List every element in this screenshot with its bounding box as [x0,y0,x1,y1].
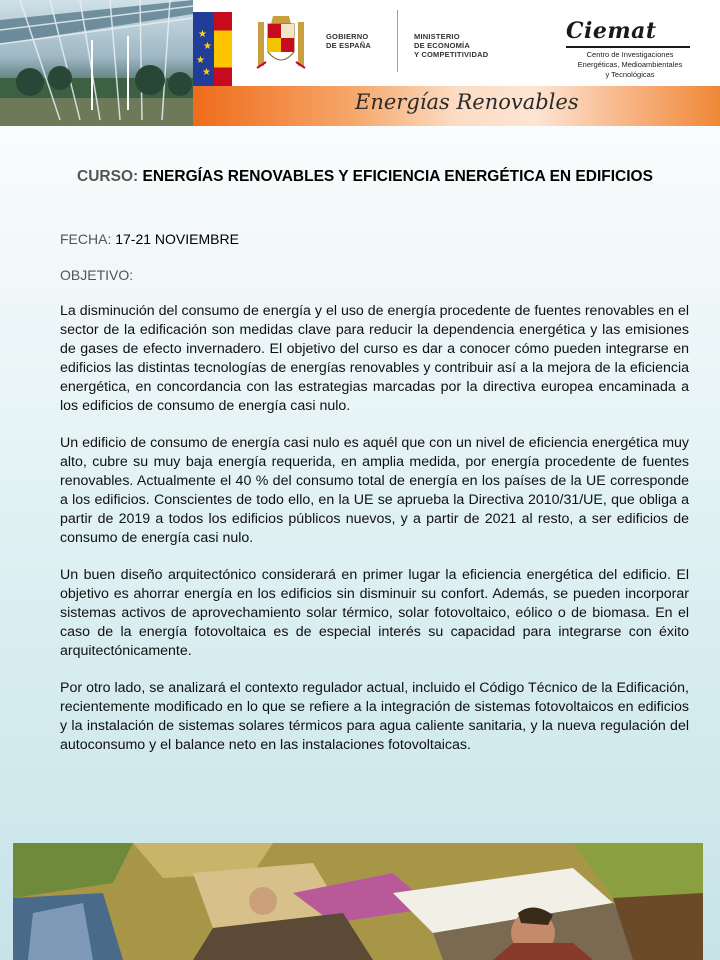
government-name: GOBIERNO DE ESPAÑA [326,32,372,50]
paragraph: Un buen diseño arquitectónico considerará en primer lugar la eficiencia energética del edificio. El objetivo es ahorrar energía en los edificios sin disminuir su confort. Además, se pueden incorporar sistemas activos de aprovechamiento solar térmico, solar fotovoltaico, eólico o de biomasa. En el caso de la energía fotovoltaica es de especial interés su capacidad para integrarse con éxito arquitectónicamente. [60,567,689,659]
eu-flag-icon: ★ ★ ★ ★ [193,12,214,86]
ciemat-logo-rule [566,46,690,48]
ciemat-full-name: Centro de Investigaciones Energéticas, Medioambientales y Tecnológicas [577,50,683,79]
ciemat-logo: Ciemat [566,18,657,44]
paragraph: La disminución del consumo de energía y el uso de energía procedente de fuentes renovables en el sector de la edificación son medidas clave para reducir la dependencia energética y las emisiones de gases de efecto invernadero. El objetivo del curso es dar a conocer cómo pueden integrarse en edificios las distintas tecnologías de energías renovables y contribuir así a la mejora de la eficiencia energética, en concordancia con las estrategias marcadas por la directiva europea encaminada a los edificios de consumo de energía casi nulo. [60,303,689,414]
date-label: FECHA: [60,231,112,247]
date-row [60,231,239,247]
spain-flag-icon [214,12,232,86]
course-label: CURSO: [77,168,139,185]
paragraph: Un edificio de consumo de energía casi nulo es aquél que con un nivel de eficiencia energética muy alto, cubre su muy baja energía requerida, en amplia medida, por energía procedente de fuentes renovables. Actualmente el 40 % del consumo total de energía en los países de la UE corresponde a los edificios. Conscientes de todo ello, en la UE se aprueba la Directiva 2010/31/UE, que obliga a partir de 2019 a todos los edificios públicos nuevos, y a partir de 2021 al resto, a ser edificios de consumo de energía casi nulo. [60,435,689,546]
banner-title: Energías Renovables [355,90,579,114]
page-header [0,0,720,126]
meeting-illustration [13,843,703,960]
coat-of-arms-icon [254,12,308,79]
solar-canopy-photo [0,0,193,126]
course-name: ENERGÍAS RENOVABLES Y EFICIENCIA ENERGÉTICA EN EDIFICIOS [142,168,653,185]
objective-text [60,302,689,773]
objective-label: OBJETIVO: [60,267,134,283]
logo-divider [397,10,398,72]
ministry-name: MINISTERIO DE ECONOMÍA Y COMPETITIVIDAD [414,32,489,59]
paragraph: Por otro lado, se analizará el contexto regulador actual, incluido el Código Técnico de la Edificación, recientemente modificado en lo que se refiere a la integración de sistemas fotovoltaicos en edificios y la instalación de sistemas solares térmicos para agua caliente sanitaria, y la nueva regulación del autoconsumo y el balance neto en las instalaciones fotovoltaicas. [60,680,689,753]
date-value: 17-21 NOVIEMBRE [115,231,239,247]
course-title [60,165,670,188]
